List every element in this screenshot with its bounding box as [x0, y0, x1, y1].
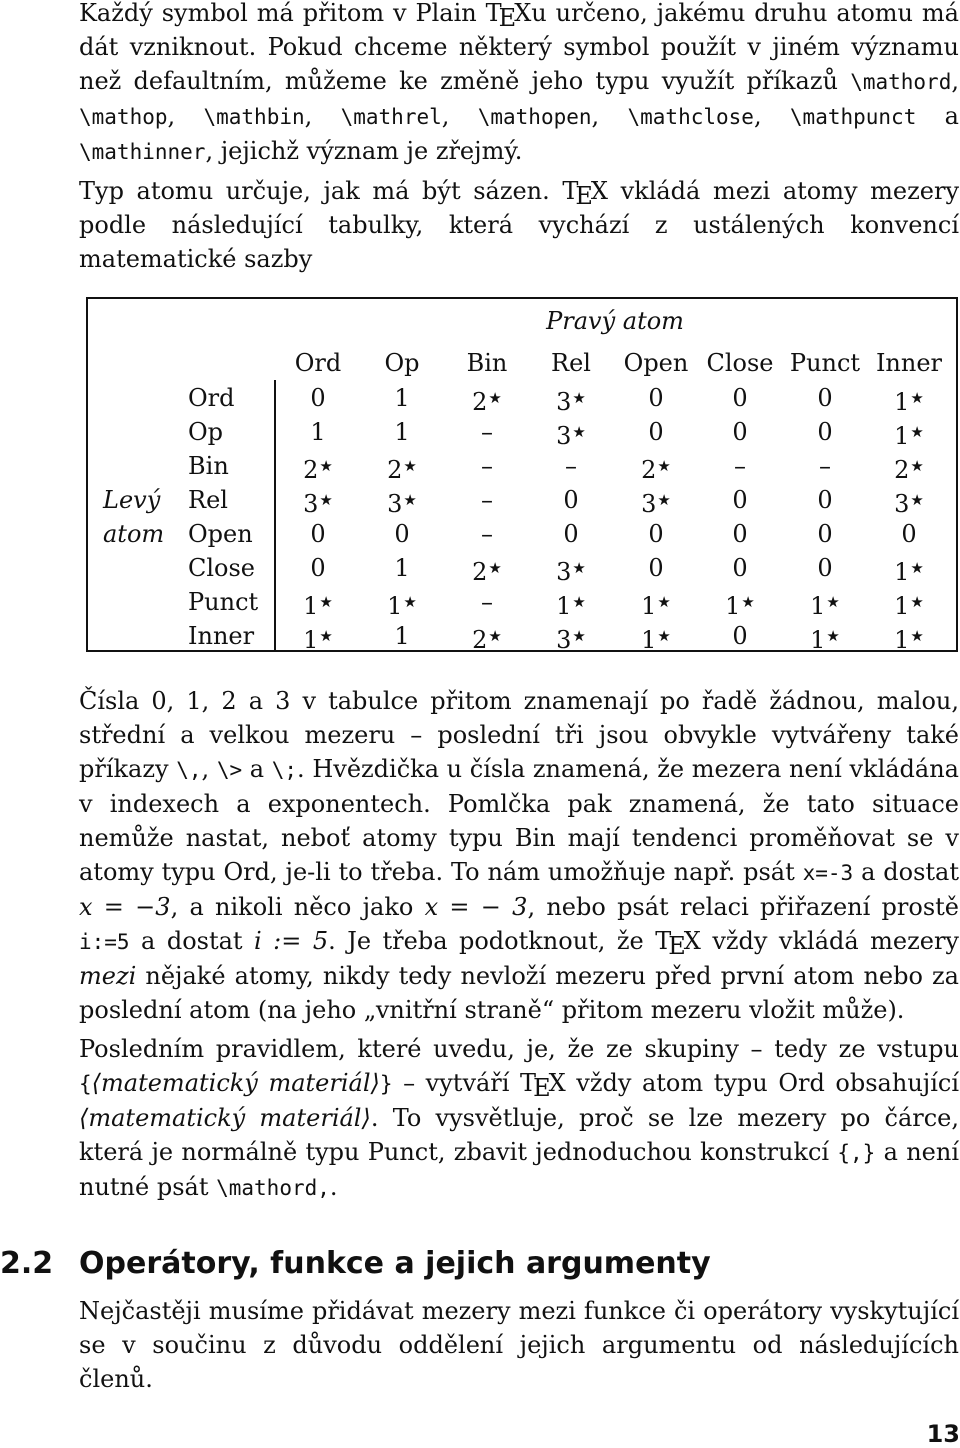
cell-value: –: [565, 452, 577, 480]
star-marker: ★: [910, 423, 924, 441]
star-marker: ★: [910, 593, 924, 611]
paragraph-intro: Každý symbol má přitom v Plain TEXu určeno, jakému druhu atomu má dát vzniknout. Pokud chceme některý symbol použít v jiném významu než defaultním, můžeme ke změně jeho typu využít příkazů \mathord, \mathop, \mathbin, \mathrel, \mathopen, \mathclose, \mathpunct a \mathinner, jejichž význam je zřejmý.: [79, 0, 959, 165]
table-cell: [278, 587, 358, 621]
table-cell: [785, 417, 865, 447]
table-cell: [447, 621, 527, 655]
star-marker: ★: [403, 593, 417, 611]
table-cell: [278, 383, 358, 413]
cell-value: –: [734, 452, 746, 480]
cell-value: 0: [817, 520, 833, 548]
table-cell: [869, 621, 949, 655]
table-divider: [274, 380, 276, 652]
cell-value: –: [481, 520, 493, 548]
table-cell: [869, 451, 949, 485]
cell-value: 1: [394, 418, 410, 446]
cell-value: 0: [563, 520, 579, 548]
cell-value: 1: [394, 384, 410, 412]
cell-value: 0: [732, 486, 748, 514]
cell-value: 3: [387, 490, 403, 518]
cell-value: 0: [732, 520, 748, 548]
cell-value: 0: [817, 418, 833, 446]
table-cell: [278, 553, 358, 583]
row-label-rel: Rel: [188, 486, 228, 514]
star-marker: ★: [657, 593, 671, 611]
table-cell: [700, 485, 780, 515]
row-label-open: Open: [188, 520, 253, 548]
star-marker: ★: [572, 389, 586, 407]
row-label-punct: Punct: [188, 588, 259, 616]
star-marker: ★: [657, 491, 671, 509]
cell-value: 2: [303, 456, 319, 484]
cell-value: 1: [394, 622, 410, 650]
table-cell: [785, 519, 865, 549]
star-marker: ★: [741, 593, 755, 611]
cell-value: 2: [472, 626, 488, 654]
row-label-ord: Ord: [188, 384, 235, 412]
table-cell: [700, 587, 780, 621]
star-marker: ★: [319, 627, 333, 645]
column-header-bin: Bin: [466, 349, 508, 377]
cell-value: 2: [641, 456, 657, 484]
cell-value: 2: [472, 558, 488, 586]
section-heading: 2.2 Operátory, funkce a jejich argumenty: [0, 1246, 711, 1281]
cell-value: 0: [817, 554, 833, 582]
table-cell: [869, 383, 949, 417]
table-cell: [447, 587, 527, 617]
table-cell: [616, 587, 696, 621]
cell-value: 1: [556, 592, 572, 620]
cell-value: 0: [732, 384, 748, 412]
paragraph-table-explanation: Čísla 0, 1, 2 a 3 v tabulce přitom znamenají po řadě žádnou, malou, střední a velkou mezeru – poslední tři jsou obvykle vytvářeny také příkazy \,, \> a \;. Hvězdička u čísla znamená, že mezera není vkládána v indexech a exponentech. Pomlčka pak znamená, že tato situace nemůže nastat, neboť atomy typu Bin mají tendenci proměňovat se v atomy typu Ord, je-li to třeba. To nám umožňuje např. psát x=-3 a dostat x = −3, a nikoli něco jako x = − 3, nebo psát relaci přiřazení prostě i:=5 a dostat i := 5. Je třeba podotknout, že TEX vždy vkládá mezery mezi nějaké atomy, nikdy tedy nevloží mezeru před první atom nebo za poslední atom (na jeho „vnitřní straně“ přitom mezeru vložit může).: [79, 687, 959, 1024]
table-cell: [785, 383, 865, 413]
cell-value: 0: [817, 384, 833, 412]
star-marker: ★: [488, 559, 502, 577]
table-cell: [785, 553, 865, 583]
table-cell: [362, 451, 442, 485]
row-header-title-2: atom: [103, 520, 165, 548]
cell-value: 3: [894, 490, 910, 518]
column-header-title: Pravý atom: [546, 307, 684, 335]
cell-value: 1: [894, 388, 910, 416]
cell-value: 0: [310, 384, 326, 412]
star-marker: ★: [572, 423, 586, 441]
column-header-inner: Inner: [875, 349, 943, 377]
table-cell: [869, 553, 949, 587]
cell-value: 0: [394, 520, 410, 548]
cell-value: 1: [894, 422, 910, 450]
cell-value: 1: [810, 592, 826, 620]
table-cell: [616, 621, 696, 655]
cell-value: –: [481, 486, 493, 514]
cell-value: 1: [810, 626, 826, 654]
star-marker: ★: [910, 627, 924, 645]
star-marker: ★: [488, 627, 502, 645]
cell-value: 0: [901, 520, 917, 548]
column-header-ord: Ord: [294, 349, 342, 377]
table-cell: [447, 485, 527, 515]
cell-value: 3: [303, 490, 319, 518]
cell-value: 0: [732, 418, 748, 446]
table-cell: [700, 553, 780, 583]
cell-value: 1: [894, 558, 910, 586]
cell-value: 3: [556, 422, 572, 450]
star-marker: ★: [910, 389, 924, 407]
cell-value: 0: [648, 384, 664, 412]
star-marker: ★: [572, 559, 586, 577]
column-header-rel: Rel: [551, 349, 591, 377]
table-cell: [362, 519, 442, 549]
star-marker: ★: [826, 593, 840, 611]
star-marker: ★: [910, 559, 924, 577]
star-marker: ★: [572, 627, 586, 645]
page-number: 13: [926, 1420, 960, 1448]
cell-value: 0: [310, 554, 326, 582]
table-cell: [785, 621, 865, 655]
row-label-close: Close: [188, 554, 256, 582]
column-header-open: Open: [623, 349, 689, 377]
table-cell: [700, 417, 780, 447]
cell-value: 0: [817, 486, 833, 514]
table-cell: [531, 519, 611, 549]
cell-value: 1: [894, 592, 910, 620]
star-marker: ★: [657, 457, 671, 475]
table-cell: [362, 417, 442, 447]
star-marker: ★: [657, 627, 671, 645]
cell-value: 1: [641, 626, 657, 654]
table-cell: [869, 519, 949, 549]
cell-value: –: [481, 452, 493, 480]
cell-value: 1: [394, 554, 410, 582]
cell-value: 1: [310, 418, 326, 446]
cell-value: 2: [894, 456, 910, 484]
table-cell: [785, 485, 865, 515]
table-cell: [362, 553, 442, 583]
cell-value: –: [481, 418, 493, 446]
table-cell: [362, 383, 442, 413]
cell-value: 1: [303, 626, 319, 654]
cell-value: 0: [648, 554, 664, 582]
table-cell: [531, 621, 611, 655]
cell-value: 0: [563, 486, 579, 514]
table-cell: [531, 587, 611, 621]
row-label-op: Op: [188, 418, 224, 446]
table-cell: [447, 417, 527, 447]
star-marker: ★: [403, 457, 417, 475]
column-header-op: Op: [384, 349, 420, 377]
cell-value: 2: [472, 388, 488, 416]
cell-value: 3: [556, 626, 572, 654]
table-cell: [531, 383, 611, 417]
star-marker: ★: [319, 457, 333, 475]
table-cell: [531, 485, 611, 515]
table-cell: [278, 621, 358, 655]
table-cell: [278, 417, 358, 447]
cell-value: 0: [732, 554, 748, 582]
cell-value: 0: [310, 520, 326, 548]
row-label-bin: Bin: [188, 452, 229, 480]
table-cell: [616, 417, 696, 447]
table-cell: [278, 485, 358, 519]
cell-value: 1: [725, 592, 741, 620]
table-cell: [616, 451, 696, 485]
table-cell: [447, 451, 527, 481]
table-cell: [869, 587, 949, 621]
star-marker: ★: [319, 491, 333, 509]
cell-value: –: [819, 452, 831, 480]
star-marker: ★: [826, 627, 840, 645]
star-marker: ★: [488, 389, 502, 407]
table-cell: [700, 383, 780, 413]
cell-value: 0: [732, 622, 748, 650]
table-cell: [616, 383, 696, 413]
table-cell: [869, 417, 949, 451]
cell-value: 3: [641, 490, 657, 518]
cell-value: 1: [303, 592, 319, 620]
table-cell: [700, 621, 780, 651]
table-cell: [531, 553, 611, 587]
table-cell: [362, 485, 442, 519]
cell-value: 2: [387, 456, 403, 484]
row-label-inner: Inner: [188, 622, 255, 650]
table-cell: [447, 553, 527, 587]
cell-value: 1: [894, 626, 910, 654]
table-cell: [700, 451, 780, 481]
column-header-punct: Punct: [789, 349, 861, 377]
cell-value: 1: [387, 592, 403, 620]
cell-value: –: [481, 588, 493, 616]
paragraph-atom-types: Typ atomu určuje, jak má být sázen. TEX vkládá mezi atomy mezery podle následující tabulky, která vychází z ustálených konvencí matematické sazby: [79, 177, 960, 273]
table-cell: [278, 519, 358, 549]
table-cell: [616, 553, 696, 583]
table-cell: [362, 621, 442, 651]
table-cell: [616, 485, 696, 519]
table-cell: [785, 587, 865, 621]
cell-value: 3: [556, 558, 572, 586]
table-cell: [362, 587, 442, 621]
table-cell: [278, 451, 358, 485]
star-marker: ★: [572, 593, 586, 611]
table-cell: [447, 519, 527, 549]
table-cell: [785, 451, 865, 481]
table-cell: [531, 451, 611, 481]
cell-value: 1: [641, 592, 657, 620]
star-marker: ★: [403, 491, 417, 509]
table-cell: [869, 485, 949, 519]
star-marker: ★: [319, 593, 333, 611]
paragraph-group-rule: Posledním pravidlem, které uvedu, je, že ze skupiny – tedy ze vstupu {⟨matematický materiál⟩} – vytváří TEX vždy atom typu Ord obsahující ⟨matematický materiál⟩. To vysvětluje, proč se lze mezery po čárce, která je normálně typu Punct, zbavit jednoduchou konstrukcí {,} a není nutné psát \mathord,.: [79, 1035, 960, 1201]
star-marker: ★: [910, 457, 924, 475]
paragraph-operators: Nejčastěji musíme přidávat mezery mezi funkce či operátory vyskytující se v součinu z důvodu oddělení jejich argumentu od následujících členů.: [79, 1297, 959, 1393]
table-cell: [700, 519, 780, 549]
cell-value: 0: [648, 520, 664, 548]
cell-value: 3: [556, 388, 572, 416]
row-header-title-1: Levý: [103, 486, 161, 514]
table-cell: [616, 519, 696, 549]
cell-value: 0: [648, 418, 664, 446]
star-marker: ★: [910, 491, 924, 509]
table-cell: [531, 417, 611, 451]
column-header-close: Close: [706, 349, 774, 377]
table-cell: [447, 383, 527, 417]
